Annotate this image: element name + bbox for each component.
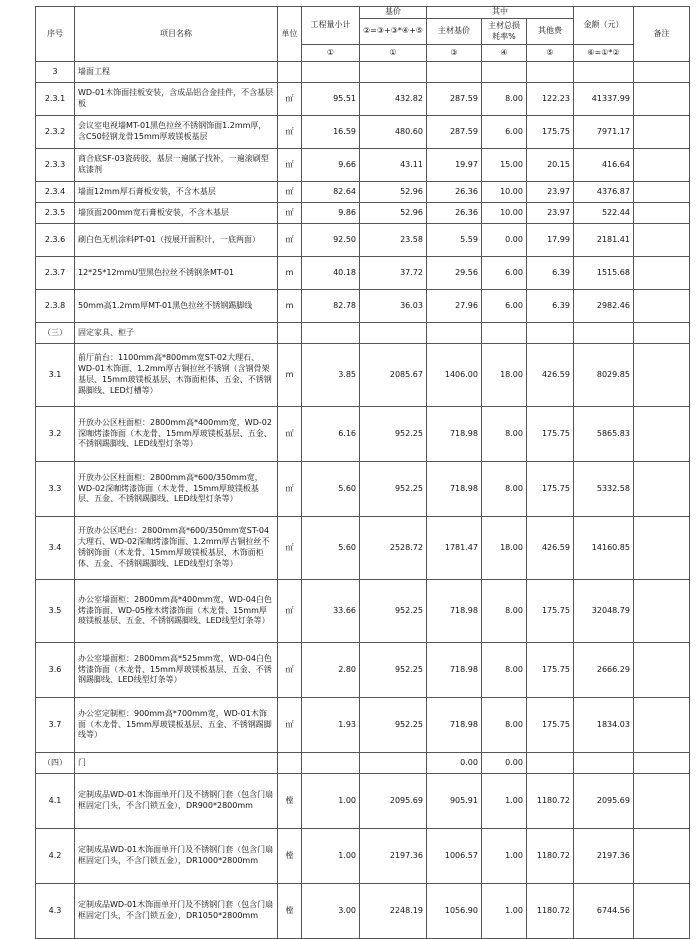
cell-name: 墙顶面200mm宽石膏板安装，不含木基层 — [75, 203, 278, 224]
table-row — [36, 517, 690, 580]
header-remark: 备注 — [633, 7, 689, 62]
cell-unit: ㎡ — [278, 643, 302, 698]
cell-qty: 1.93 — [302, 698, 360, 753]
cell-loss-rate: 10.00 — [481, 203, 526, 224]
cell-other: 6.39 — [526, 290, 573, 323]
header-amount: 金额（元） — [573, 7, 633, 45]
cell-remark — [633, 517, 689, 580]
cell-unit: 樘 — [278, 884, 302, 939]
cell-qty: 82.78 — [302, 290, 360, 323]
cell-unit — [278, 753, 302, 774]
header-amount-formula: ⑥=①*② — [573, 45, 633, 62]
header-loss-rate: 主材总损耗率% — [481, 19, 526, 45]
cell-base-price: 23.58 — [360, 224, 427, 257]
cell-name: WD-01木饰面挂板安装，含成品铝合金挂件，不含基层板 — [75, 83, 278, 116]
cell-unit: 樘 — [278, 829, 302, 884]
table-row — [36, 580, 690, 643]
cell-name: 定制成品WD-01木饰面单开门及不锈钢门套（包含门扇框固定门头，不含门锁五金），DR1000*2800mm — [75, 829, 278, 884]
cell-other: 426.59 — [526, 344, 573, 407]
header-name: 项目名称 — [75, 7, 278, 62]
cell-material-base — [426, 62, 481, 83]
cell-qty: 2.80 — [302, 643, 360, 698]
cell-qty — [302, 323, 360, 344]
quote-sheet — [35, 6, 690, 939]
cell-loss-rate: 1.00 — [481, 774, 526, 829]
cell-amount: 7971.17 — [573, 116, 633, 149]
cell-qty: 33.66 — [302, 580, 360, 643]
cell-name: 50mm高1.2mm厚MT-01黑色拉丝不锈钢踢脚线 — [75, 290, 278, 323]
cell-name: 定制成品WD-01木饰面单开门及不锈钢门套（包含门扇框固定门头，不含门锁五金），DR900*2800mm — [75, 774, 278, 829]
table-row — [36, 203, 690, 224]
cell-loss-rate: 1.00 — [481, 829, 526, 884]
cell-base-price: 36.03 — [360, 290, 427, 323]
cell-material-base: 1056.90 — [426, 884, 481, 939]
cell-qty: 5.60 — [302, 517, 360, 580]
cell-other: 17.99 — [526, 224, 573, 257]
cell-base-price: 2197.36 — [360, 829, 427, 884]
cell-material-base: 718.98 — [426, 462, 481, 517]
cell-seq: （四） — [36, 753, 75, 774]
cell-unit — [278, 62, 302, 83]
cell-base-price: 52.96 — [360, 203, 427, 224]
cell-seq: 3.4 — [36, 517, 75, 580]
cell-amount: 1834.03 — [573, 698, 633, 753]
table-row — [36, 884, 690, 939]
cell-name: 墙面12mm厚石膏板安装，不含木基层 — [75, 182, 278, 203]
cell-remark — [633, 774, 689, 829]
cell-loss-rate: 8.00 — [481, 407, 526, 462]
table-row — [36, 344, 690, 407]
cell-name: 门 — [75, 753, 278, 774]
cell-material-base: 718.98 — [426, 698, 481, 753]
cell-seq: 2.3.2 — [36, 116, 75, 149]
cell-remark — [633, 203, 689, 224]
header-material-base: 主材基价 — [426, 19, 481, 45]
cell-unit: ㎡ — [278, 517, 302, 580]
cell-seq: 2.3.5 — [36, 203, 75, 224]
cell-loss-rate: 6.00 — [481, 290, 526, 323]
cell-material-base: 718.98 — [426, 407, 481, 462]
cell-base-price: 2248.19 — [360, 884, 427, 939]
table-row — [36, 149, 690, 182]
cell-remark — [633, 407, 689, 462]
header-unit: 单位 — [278, 7, 302, 62]
cell-base-price: 952.25 — [360, 462, 427, 517]
cell-base-price: 37.72 — [360, 257, 427, 290]
cell-seq: 2.3.1 — [36, 83, 75, 116]
cell-remark — [633, 829, 689, 884]
cell-base-price: 2095.69 — [360, 774, 427, 829]
cell-amount: 5865.83 — [573, 407, 633, 462]
table-row — [36, 643, 690, 698]
cell-other: 175.75 — [526, 643, 573, 698]
cell-material-base: 5.59 — [426, 224, 481, 257]
cell-other: 175.75 — [526, 580, 573, 643]
header-other: 其他费 — [526, 19, 573, 45]
cell-material-base: 718.98 — [426, 580, 481, 643]
cell-qty: 9.66 — [302, 149, 360, 182]
cell-unit: 樘 — [278, 774, 302, 829]
cell-name: 会议室电视墙MT-01黑色拉丝不锈钢饰面1.2mm厚，含C50轻钢龙骨15mm厚玻镁板基层 — [75, 116, 278, 149]
cell-name: 固定家具、柜子 — [75, 323, 278, 344]
cell-amount: 8029.85 — [573, 344, 633, 407]
cell-loss-rate: 0.00 — [481, 753, 526, 774]
cell-base-price: 2528.72 — [360, 517, 427, 580]
cell-amount: 522.44 — [573, 203, 633, 224]
cell-seq: 3.2 — [36, 407, 75, 462]
cell-unit: m — [278, 344, 302, 407]
cell-amount — [573, 62, 633, 83]
cell-loss-rate: 8.00 — [481, 643, 526, 698]
cell-remark — [633, 149, 689, 182]
cell-material-base — [426, 323, 481, 344]
cell-name: 12*25*12mmU型黑色拉丝不锈钢条MT-01 — [75, 257, 278, 290]
cell-qty: 9.86 — [302, 203, 360, 224]
cell-remark — [633, 462, 689, 517]
cell-loss-rate: 8.00 — [481, 83, 526, 116]
cell-other: 175.75 — [526, 698, 573, 753]
cell-other: 175.75 — [526, 116, 573, 149]
header-other-index: ⑤ — [526, 45, 573, 62]
cell-amount: 32048.79 — [573, 580, 633, 643]
table-row — [36, 774, 690, 829]
cell-seq: 4.2 — [36, 829, 75, 884]
header-base-price-formula: ②=③+③*④+⑤ — [360, 19, 427, 45]
cell-loss-rate: 6.00 — [481, 116, 526, 149]
cell-unit: ㎡ — [278, 83, 302, 116]
cell-other: 1180.72 — [526, 884, 573, 939]
cell-amount: 2095.69 — [573, 774, 633, 829]
cell-qty: 16.59 — [302, 116, 360, 149]
cell-name: 开放办公区吧台：2800mm高*600/350mm宽ST-04大理石、WD-02深咖烤漆饰面、1.2mm厚古铜拉丝不锈钢饰面（木龙骨、15mm厚玻镁板基层、木饰面柜体、五金、不锈钢踢脚线、LED线型灯条等） — [75, 517, 278, 580]
header-material-index: ③ — [426, 45, 481, 62]
cell-remark — [633, 116, 689, 149]
cell-unit: ㎡ — [278, 203, 302, 224]
cell-unit: ㎡ — [278, 698, 302, 753]
cell-base-price — [360, 753, 427, 774]
cell-remark — [633, 290, 689, 323]
cell-seq: 4.1 — [36, 774, 75, 829]
cell-qty — [302, 62, 360, 83]
cell-material-base: 27.96 — [426, 290, 481, 323]
cell-other — [526, 62, 573, 83]
quote-table — [35, 6, 690, 939]
cell-loss-rate: 18.00 — [481, 517, 526, 580]
cell-amount: 2982.46 — [573, 290, 633, 323]
cell-loss-rate: 10.00 — [481, 182, 526, 203]
table-row — [36, 182, 690, 203]
cell-other: 426.59 — [526, 517, 573, 580]
table-row — [36, 407, 690, 462]
cell-name: 开放办公区柱面柜：2800mm高*400mm宽，WD-02深咖烤漆饰面（木龙骨、15mm厚玻镁板基层、五金、不锈钢踢脚线、LED线型灯条等） — [75, 407, 278, 462]
cell-qty: 95.51 — [302, 83, 360, 116]
cell-amount: 4376.87 — [573, 182, 633, 203]
cell-qty: 1.00 — [302, 774, 360, 829]
cell-seq: 3.7 — [36, 698, 75, 753]
cell-seq: 4.3 — [36, 884, 75, 939]
cell-loss-rate: 18.00 — [481, 344, 526, 407]
cell-material-base: 29.56 — [426, 257, 481, 290]
cell-loss-rate: 8.00 — [481, 462, 526, 517]
cell-amount: 1515.68 — [573, 257, 633, 290]
cell-remark — [633, 224, 689, 257]
cell-amount: 6744.56 — [573, 884, 633, 939]
cell-loss-rate — [481, 62, 526, 83]
cell-seq: 2.3.8 — [36, 290, 75, 323]
cell-material-base: 1781.47 — [426, 517, 481, 580]
cell-unit: m — [278, 257, 302, 290]
table-row — [36, 224, 690, 257]
cell-seq: （三） — [36, 323, 75, 344]
cell-remark — [633, 83, 689, 116]
cell-material-base: 287.59 — [426, 116, 481, 149]
cell-other: 23.97 — [526, 182, 573, 203]
cell-name: 前厅前台：1100mm高*800mm宽ST-02大理石、WD-01木饰面、1.2mm厚古铜拉丝不锈钢（含钢骨架基层、15mm玻镁板基层、木饰面柜体、五金、不锈钢踢脚线、LED灯槽等） — [75, 344, 278, 407]
cell-material-base: 19.97 — [426, 149, 481, 182]
cell-seq: 3.3 — [36, 462, 75, 517]
cell-other — [526, 323, 573, 344]
cell-material-base: 26.36 — [426, 182, 481, 203]
cell-seq: 2.3.6 — [36, 224, 75, 257]
cell-amount — [573, 753, 633, 774]
cell-remark — [633, 344, 689, 407]
cell-seq: 2.3.3 — [36, 149, 75, 182]
cell-remark — [633, 323, 689, 344]
cell-base-price — [360, 62, 427, 83]
cell-qty: 92.50 — [302, 224, 360, 257]
header-qty: 工程量小计 — [302, 7, 360, 45]
cell-loss-rate: 6.00 — [481, 257, 526, 290]
cell-base-price: 52.96 — [360, 182, 427, 203]
cell-amount: 14160.85 — [573, 517, 633, 580]
header-base-price: 基价 — [360, 7, 427, 19]
cell-material-base: 287.59 — [426, 83, 481, 116]
cell-name: 办公室墙面柜：2800mm高*400mm宽，WD-04白色烤漆饰面、WD-05橡木烤漆饰面（木龙骨、15mm厚玻镁板基层、五金、不锈钢踢脚线、LED线型灯条等） — [75, 580, 278, 643]
cell-unit — [278, 323, 302, 344]
cell-remark — [633, 643, 689, 698]
cell-loss-rate: 8.00 — [481, 698, 526, 753]
cell-unit: ㎡ — [278, 224, 302, 257]
cell-base-price: 952.25 — [360, 580, 427, 643]
cell-unit: ㎡ — [278, 580, 302, 643]
cell-other: 122.23 — [526, 83, 573, 116]
cell-seq: 3.1 — [36, 344, 75, 407]
cell-remark — [633, 257, 689, 290]
cell-unit: ㎡ — [278, 407, 302, 462]
cell-seq: 2.3.7 — [36, 257, 75, 290]
cell-other: 20.15 — [526, 149, 573, 182]
cell-material-base: 718.98 — [426, 643, 481, 698]
cell-seq: 3.5 — [36, 580, 75, 643]
cell-qty: 1.00 — [302, 829, 360, 884]
cell-loss-rate: 0.00 — [481, 224, 526, 257]
cell-other: 175.75 — [526, 462, 573, 517]
table-row — [36, 698, 690, 753]
cell-qty: 5.60 — [302, 462, 360, 517]
cell-name: 墙面工程 — [75, 62, 278, 83]
header-seq: 序号 — [36, 7, 75, 62]
cell-remark — [633, 580, 689, 643]
cell-amount: 41337.99 — [573, 83, 633, 116]
cell-qty: 3.00 — [302, 884, 360, 939]
cell-material-base: 26.36 — [426, 203, 481, 224]
cell-base-price — [360, 323, 427, 344]
table-row — [36, 462, 690, 517]
table-row — [36, 83, 690, 116]
cell-base-price: 43.11 — [360, 149, 427, 182]
cell-other: 6.39 — [526, 257, 573, 290]
cell-other: 175.75 — [526, 407, 573, 462]
cell-loss-rate — [481, 323, 526, 344]
header-of-which: 其中 — [426, 7, 573, 19]
cell-qty: 82.64 — [302, 182, 360, 203]
cell-material-base: 1406.00 — [426, 344, 481, 407]
cell-base-price: 432.82 — [360, 83, 427, 116]
cell-base-price: 952.25 — [360, 407, 427, 462]
cell-amount: 2181.41 — [573, 224, 633, 257]
cell-amount: 5332.58 — [573, 462, 633, 517]
cell-base-price: 952.25 — [360, 643, 427, 698]
cell-other: 23.97 — [526, 203, 573, 224]
cell-qty: 6.16 — [302, 407, 360, 462]
cell-remark — [633, 753, 689, 774]
cell-qty: 3.85 — [302, 344, 360, 407]
cell-material-base: 905.91 — [426, 774, 481, 829]
table-row — [36, 62, 690, 83]
cell-unit: m — [278, 290, 302, 323]
table-row — [36, 116, 690, 149]
cell-base-price: 480.60 — [360, 116, 427, 149]
cell-loss-rate: 1.00 — [481, 884, 526, 939]
table-row — [36, 323, 690, 344]
cell-name: 定制成品WD-01木饰面单开门及不锈钢门套（包含门扇框固定门头，不含门锁五金），DR1050*2800mm — [75, 884, 278, 939]
cell-amount — [573, 323, 633, 344]
table-row — [36, 257, 690, 290]
cell-qty — [302, 753, 360, 774]
table-row — [36, 290, 690, 323]
cell-base-price: 2085.67 — [360, 344, 427, 407]
cell-qty: 40.18 — [302, 257, 360, 290]
cell-amount: 2197.36 — [573, 829, 633, 884]
cell-other — [526, 753, 573, 774]
cell-name: 刷白色无机涂料PT-01（按展开面积计，一底两面） — [75, 224, 278, 257]
header-loss-index: ④ — [481, 45, 526, 62]
cell-amount: 416.64 — [573, 149, 633, 182]
cell-name: 办公室定制柜：900mm高*700mm宽，WD-01木饰面（木龙骨、15mm厚玻镁板基层、五金、不锈钢踢脚线等） — [75, 698, 278, 753]
cell-unit: ㎡ — [278, 149, 302, 182]
cell-seq: 3 — [36, 62, 75, 83]
header-qty-index: ① — [302, 45, 360, 62]
header-price-index: ① — [360, 45, 427, 62]
cell-material-base: 1006.57 — [426, 829, 481, 884]
cell-remark — [633, 62, 689, 83]
cell-name: 开放办公区柱面柜：2800mm高*600/350mm宽，WD-02深咖烤漆饰面（木龙骨、15mm厚玻镁板基层、五金、不锈钢踢脚线、LED线型灯条等） — [75, 462, 278, 517]
cell-remark — [633, 698, 689, 753]
cell-loss-rate: 15.00 — [481, 149, 526, 182]
cell-material-base: 0.00 — [426, 753, 481, 774]
cell-amount: 2666.29 — [573, 643, 633, 698]
table-row — [36, 829, 690, 884]
cell-name: 商合底SF-03瓷砖胶，基层一遍腻子找补，一遍滚刷型底漆剂 — [75, 149, 278, 182]
table-row — [36, 753, 690, 774]
cell-other: 1180.72 — [526, 829, 573, 884]
cell-seq: 2.3.4 — [36, 182, 75, 203]
cell-unit: ㎡ — [278, 116, 302, 149]
cell-base-price: 952.25 — [360, 698, 427, 753]
cell-seq: 3.6 — [36, 643, 75, 698]
cell-remark — [633, 182, 689, 203]
cell-remark — [633, 884, 689, 939]
cell-unit: ㎡ — [278, 462, 302, 517]
cell-other: 1180.72 — [526, 774, 573, 829]
cell-loss-rate: 8.00 — [481, 580, 526, 643]
cell-unit: ㎡ — [278, 182, 302, 203]
cell-name: 办公室墙面柜：2800mm高*525mm宽，WD-04白色烤漆饰面（木龙骨、15mm厚玻镁板基层、五金、不锈钢踢脚线、LED线型灯条等） — [75, 643, 278, 698]
